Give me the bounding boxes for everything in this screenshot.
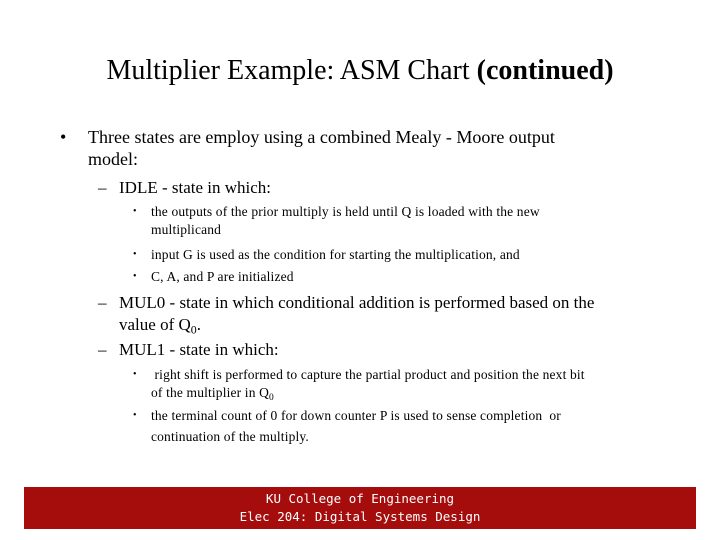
footer-bar <box>24 487 696 529</box>
bullet-marker: • <box>133 410 137 421</box>
footer-college: KU College of Engineering <box>265 491 455 506</box>
bullet-marker: • <box>133 206 137 217</box>
mul0-period: . <box>196 315 201 334</box>
dash-marker: – <box>98 340 107 359</box>
item-text-line: the outputs of the prior multiply is held until Q is loaded with the new <box>151 204 540 219</box>
bullet-marker: • <box>133 249 137 260</box>
item-text-line: right shift is performed to capture the partial product and position the next bit <box>151 367 585 382</box>
subbullet-text: MUL1 - state in which: <box>119 340 279 359</box>
footer-course: Elec 204: Digital Systems Design <box>239 509 481 524</box>
slide-title-bold: (continued) <box>476 55 614 86</box>
mul0-value-text: value of Q <box>119 315 191 334</box>
bullet-marker: • <box>133 271 137 282</box>
dash-marker: – <box>98 293 107 312</box>
bullet-marker: • <box>60 127 67 147</box>
slide-title-text: Multiplier Example: ASM Chart <box>106 55 477 86</box>
subbullet-text-line <box>119 314 639 336</box>
dash-marker: – <box>98 178 107 197</box>
subbullet-text-line: MUL0 - state in which conditional addition is performed based on the <box>119 293 595 312</box>
mul0-subscript: 0 <box>190 322 197 337</box>
bullet-marker: • <box>133 369 137 380</box>
item-text-line: C, A, and P are initialized <box>151 269 294 284</box>
item-text: of the multiplier in Q <box>151 385 270 400</box>
item-text-line: input G is used as the condition for starting the multiplication, and <box>151 247 520 262</box>
item-text-line <box>151 382 671 403</box>
bullet-text-line: Three states are employ using a combined Mealy - Moore output <box>88 127 555 147</box>
subbullet-text: IDLE - state in which: <box>119 178 272 197</box>
item-text-line: the terminal count of 0 for down counter P is used to sense completion or <box>151 408 561 423</box>
item-text-line: continuation of the multiply. <box>151 429 309 444</box>
slide-title <box>0 53 720 89</box>
q0-subscript: 0 <box>269 392 274 403</box>
item-text-line: multiplicand <box>151 222 222 237</box>
bullet-text-line: model: <box>88 149 138 169</box>
